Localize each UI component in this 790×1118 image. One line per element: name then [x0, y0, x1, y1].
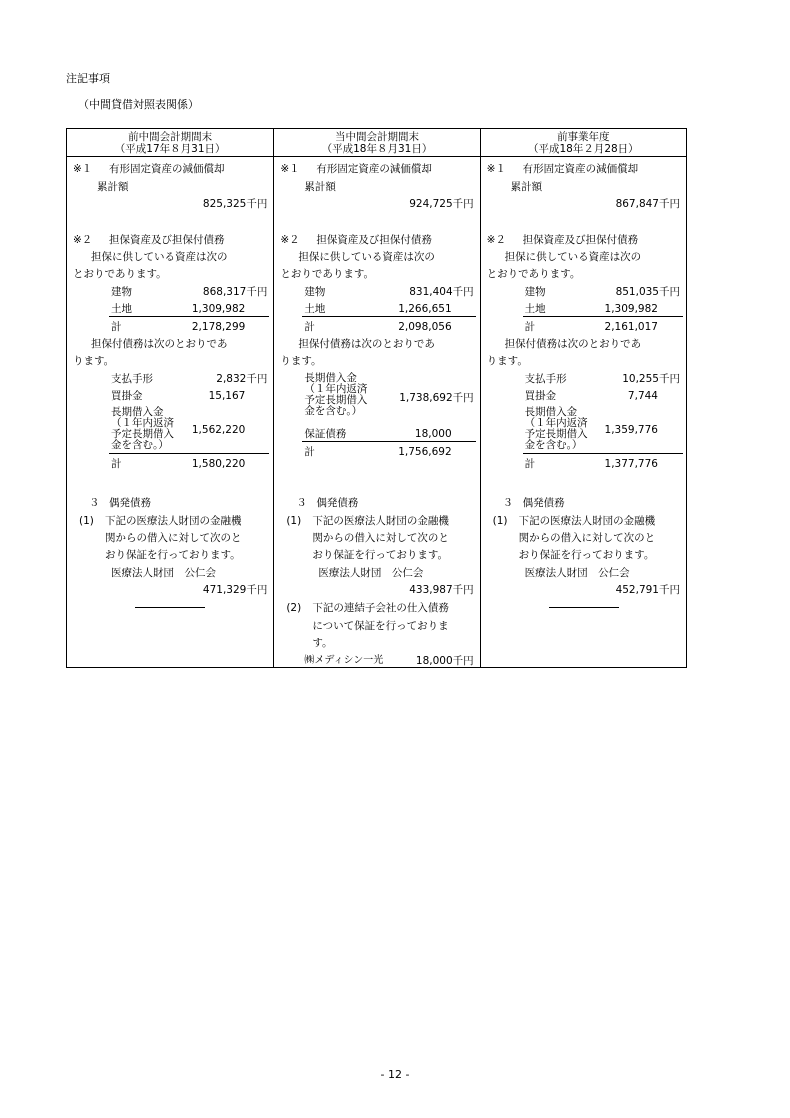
note-mark: ※２	[73, 234, 93, 246]
note-text: 関からの借入に対して次のと	[105, 532, 242, 544]
note-text: おり保証を行っております。	[518, 549, 655, 561]
rule-line	[549, 607, 619, 608]
note-mark: ※２	[280, 234, 300, 246]
debt-label: 長期借入金	[304, 372, 357, 384]
note-text: ります。	[73, 355, 115, 367]
debt-value: 1,359,776	[604, 424, 658, 436]
asset-label: 土地	[304, 303, 326, 315]
debt-label: 計	[304, 446, 315, 458]
column-period: 前事業年度	[557, 131, 610, 143]
column-period: 当中間会計期間末	[334, 131, 419, 143]
note-text: す。	[312, 637, 333, 649]
notes-table	[66, 128, 687, 668]
debt-label: （１年内返済	[524, 417, 588, 429]
debt-value: 1,580,220	[191, 458, 246, 470]
asset-value: 2,098,056	[398, 321, 452, 333]
rule-line	[135, 607, 205, 608]
asset-label: 建物	[304, 286, 326, 298]
debt-label: 計	[524, 458, 536, 470]
note-mark: ※１	[486, 163, 506, 175]
note-mark: ※１	[280, 163, 300, 175]
asset-value: 851,035千円	[615, 286, 680, 298]
note-title: 偶発債務	[109, 497, 151, 509]
debt-value: 1,756,692	[398, 446, 452, 458]
debt-label: 金を含む。）	[524, 439, 583, 451]
asset-label: 計	[111, 321, 122, 333]
depreciation-amount: 867,847千円	[615, 198, 680, 210]
column-date: （平成18年２月28日）	[527, 143, 639, 155]
note-mark: ３	[502, 497, 514, 509]
debt-label: （１年内返済	[304, 383, 368, 395]
debt-label: 予定長期借入	[111, 428, 174, 440]
debt-value: 15,167	[208, 390, 246, 402]
note-text: 担保に供している資産は次の	[91, 251, 228, 263]
note-mark: ３	[296, 497, 307, 509]
item-number: (2)	[286, 602, 302, 614]
debt-label: 予定長期借入	[524, 428, 588, 440]
column-date: （平成17年８月31日）	[114, 143, 226, 155]
note-text: 関からの借入に対して次のと	[518, 532, 656, 544]
note-title-cont: 累計額	[510, 181, 543, 193]
rule-line	[523, 316, 683, 317]
guarantee-name: 医療法人財団 公仁会	[524, 567, 630, 579]
debt-value: 7,744	[627, 390, 658, 402]
note-text: 担保付債務は次のとおりであ	[298, 338, 435, 350]
column-header	[67, 129, 273, 157]
column-prior-fiscal-year	[480, 129, 686, 667]
guarantee-amount: 471,329千円	[202, 584, 268, 596]
asset-value: 2,178,299	[191, 321, 246, 333]
note-title: 担保資産及び担保付債務	[522, 234, 639, 246]
note-title: 偶発債務	[316, 497, 359, 509]
note-text: について保証を行っておりま	[312, 620, 449, 632]
debt-label: 支払手形	[111, 373, 153, 385]
debt-value: 10,255千円	[622, 373, 680, 385]
note-title: 偶発債務	[522, 497, 565, 509]
note-title: 担保資産及び担保付債務	[316, 234, 432, 246]
note-text: ります。	[280, 355, 322, 367]
asset-label: 建物	[111, 286, 132, 298]
guarantee-amount: 452,791千円	[615, 584, 680, 596]
note-text: 下記の連結子会社の仕入債務	[312, 602, 449, 614]
note-text: とおりであります。	[73, 268, 167, 280]
guarantee-name: 医療法人財団 公仁会	[111, 567, 216, 579]
subsidiary-amount: 18,000千円	[415, 655, 474, 667]
column-prior-interim	[67, 129, 273, 667]
asset-value: 2,161,017	[604, 321, 658, 333]
asset-value: 1,309,982	[191, 303, 246, 315]
note-text: 下記の医療法人財団の金融機	[105, 515, 242, 527]
note-title: 有形固定資産の減価償却	[522, 163, 639, 175]
item-number: (1)	[79, 515, 94, 527]
depreciation-amount: 924,725千円	[409, 198, 474, 210]
note-text: とおりであります。	[486, 268, 581, 280]
debt-label: 計	[111, 458, 122, 470]
guarantee-amount: 433,987千円	[409, 584, 474, 596]
column-period: 前中間会計期間末	[128, 131, 213, 143]
debt-value: 1,377,776	[604, 458, 658, 470]
debt-value: 1,562,220	[191, 424, 246, 436]
debt-label: 保証債務	[304, 428, 347, 440]
note-title: 担保資産及び担保付債務	[109, 234, 225, 246]
note-text: 下記の医療法人財団の金融機	[518, 515, 656, 527]
note-text: 担保に供している資産は次の	[298, 251, 435, 263]
rule-line	[302, 316, 476, 317]
section-subheading: （中間貸借対照表関係）	[78, 98, 199, 111]
debt-label: 長期借入金	[524, 406, 578, 418]
note-text: おり保証を行っております。	[312, 549, 448, 561]
debt-label: 予定長期借入	[304, 394, 368, 406]
debt-label: 買掛金	[524, 390, 557, 402]
rule-line	[109, 453, 269, 454]
note-text: 担保付債務は次のとおりであ	[504, 338, 642, 350]
asset-value: 831,404千円	[409, 286, 474, 298]
asset-label: 建物	[524, 286, 546, 298]
note-title: 有形固定資産の減価償却	[109, 163, 225, 175]
asset-label: 計	[304, 321, 315, 333]
note-text: 下記の医療法人財団の金融機	[312, 515, 449, 527]
column-header	[274, 129, 479, 157]
note-mark: ３	[89, 497, 100, 509]
debt-label: 買掛金	[111, 390, 143, 402]
asset-label: 土地	[524, 303, 546, 315]
debt-label: 長期借入金	[111, 406, 164, 418]
asset-value: 1,309,982	[604, 303, 658, 315]
note-text: とおりであります。	[280, 268, 374, 280]
item-number: (1)	[492, 515, 508, 527]
debt-value: 18,000	[414, 428, 452, 440]
subsidiary-name: ㈱メディシン一光	[304, 655, 384, 666]
debt-label: 金を含む。）	[111, 439, 169, 451]
note-title-cont: 累計額	[97, 181, 129, 193]
column-current-interim	[273, 129, 479, 667]
note-mark: ※２	[486, 234, 506, 246]
asset-label: 計	[524, 321, 536, 333]
debt-label: 支払手形	[524, 373, 567, 385]
item-number: (1)	[286, 515, 302, 527]
column-date: （平成18年８月31日）	[321, 143, 433, 155]
asset-value: 868,317千円	[202, 286, 268, 298]
note-title: 有形固定資産の減価償却	[316, 163, 432, 175]
rule-line	[109, 316, 269, 317]
debt-label: （１年内返済	[111, 417, 174, 429]
note-text: ります。	[486, 355, 528, 367]
note-text: 担保に供している資産は次の	[504, 251, 642, 263]
page-number: - 12 -	[380, 1068, 410, 1081]
rule-line	[523, 453, 683, 454]
note-text: 関からの借入に対して次のと	[312, 532, 449, 544]
asset-value: 1,266,651	[398, 303, 452, 315]
guarantee-name: 医療法人財団 公仁会	[318, 567, 424, 579]
note-text: おり保証を行っております。	[105, 549, 241, 561]
section-heading: 注記事項	[66, 72, 110, 85]
note-title-cont: 累計額	[304, 181, 336, 193]
debt-label: 金を含む。）	[304, 405, 363, 417]
note-mark: ※１	[73, 163, 93, 175]
depreciation-amount: 825,325千円	[202, 198, 268, 210]
asset-label: 土地	[111, 303, 132, 315]
debt-value: 1,738,692千円	[399, 392, 474, 404]
column-header	[481, 129, 686, 157]
debt-value: 2,832千円	[216, 373, 268, 385]
note-text: 担保付債務は次のとおりであ	[91, 338, 228, 350]
rule-line	[302, 441, 476, 442]
